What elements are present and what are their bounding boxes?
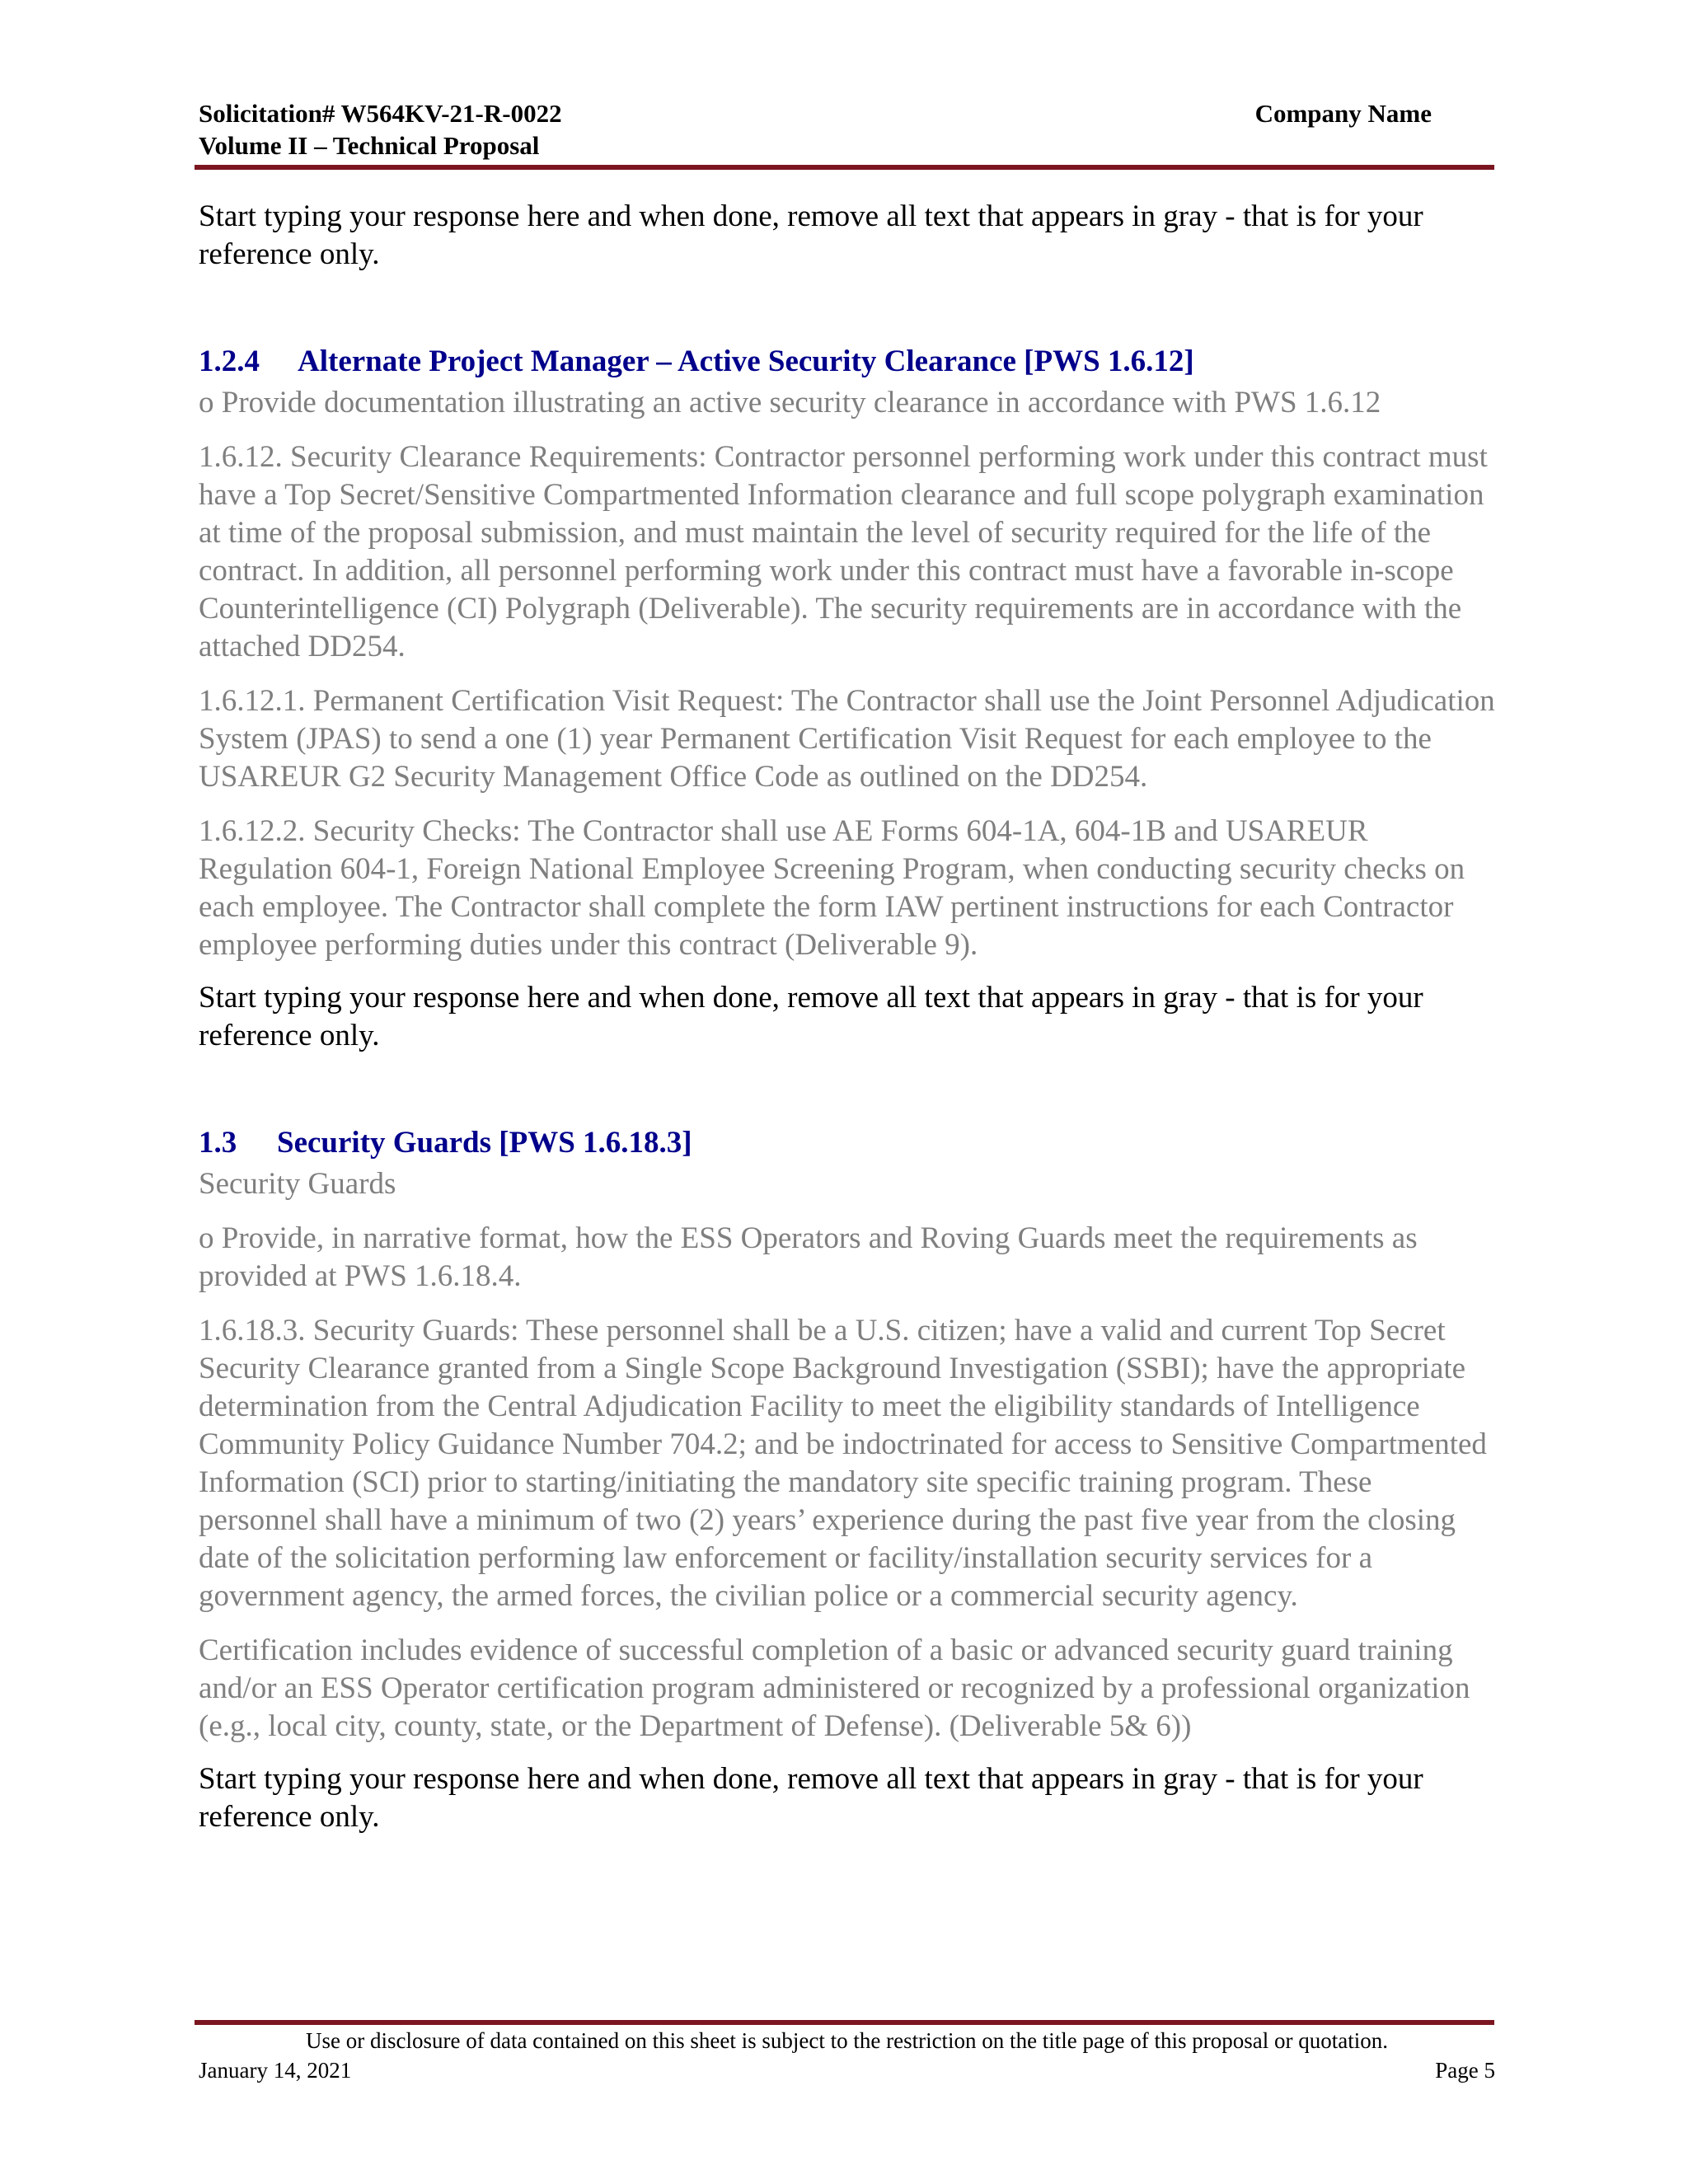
page-footer — [199, 2056, 1495, 2084]
reference-paragraph: o Provide, in narrative format, how the ESS Operators and Roving Guards meet the requirements as provided at PWS 1.6.18.4. — [199, 1221, 1418, 1293]
document-body — [199, 198, 1497, 1836]
reference-paragraph: 1.6.12.2. Security Checks: The Contractor shall use AE Forms 604-1A, 604-1B and USAREUR Regulation 604-1, Foreign National Employee Screening Program, when conducting security checks on each employee. The Contractor shall complete the form IAW pertinent instructions for each Contractor employee performing duties under this contract (Deliverable 9). — [199, 814, 1465, 962]
reference-paragraph: 1.6.12. Security Clearance Requirements: Contractor personnel performing work under this contract must have a Top Secret/Sensitive Compartmented Information clearance and full scope polygraph examination at time of the proposal submission, and must maintain the level of security required for the life of the contract. In addition, all personnel performing work under this contract must have a favorable in-scope Counterintelligence (CI) Polygraph (Deliverable). The security requirements are in accordance with the attached DD254. — [199, 440, 1488, 663]
page-number: Page 5 — [1435, 2058, 1495, 2083]
section-title: Security Guards [PWS 1.6.18.3] — [277, 1126, 692, 1160]
section-heading-1-2-4 — [199, 343, 1497, 381]
response-placeholder-3: Start typing your response here and when done, remove all text that appears in gray - that is for your reference only. — [199, 1762, 1423, 1834]
header-rule — [195, 165, 1494, 170]
reference-paragraph: 1.6.18.3. Security Guards: These personnel shall be a U.S. citizen; have a valid and current Top Secret Security Clearance granted from a Single Scope Background Investigation (SSBI); have the appropriate determination from the Central Adjudication Facility to meet the eligibility standards of Intelligence Community Policy Guidance Number 704.2; and be indoctrinated for access to Sensitive Compartmented Information (SCI) prior to starting/initiating the mandatory site specific training program. These personnel shall have a minimum of two (2) years’ experience during the past five year from the closing date of the solicitation performing law enforcement or facility/installation security services for a government agency, the armed forces, the civilian police or a commercial security agency. — [199, 1314, 1487, 1613]
disclosure-notice: Use or disclosure of data contained on this sheet is subject to the restriction on the title page of this proposal or quotation. — [306, 2028, 1388, 2053]
footer-rule — [195, 2020, 1494, 2025]
reference-paragraph: o Provide documentation illustrating an active security clearance in accordance with PWS 1.6.12 — [199, 386, 1381, 419]
solicitation-number: Solicitation# W564KV-21-R-0022 — [199, 99, 562, 128]
bullet-item: Security Guards — [199, 1167, 396, 1201]
company-name: Company Name — [1254, 99, 1432, 128]
section-number: 1.3 — [199, 1126, 237, 1160]
section-heading-1-3 — [199, 1124, 1497, 1162]
page-header — [199, 97, 1463, 162]
reference-paragraph: 1.6.12.1. Permanent Certification Visit Request: The Contractor shall use the Joint Personnel Adjudication System (JPAS) to send a one (1) year Permanent Certification Visit Request for each employee to the USAREUR G2 Security Management Office Code as outlined on the DD254. — [199, 684, 1495, 794]
footer-date: January 14, 2021 — [199, 2058, 352, 2083]
volume-title: Volume II – Technical Proposal — [199, 131, 540, 160]
section-number: 1.2.4 — [199, 344, 260, 378]
response-placeholder-1: Start typing your response here and when done, remove all text that appears in gray - that is for your reference only. — [199, 199, 1423, 271]
section-title: Alternate Project Manager – Active Security Clearance [PWS 1.6.12] — [298, 344, 1194, 378]
response-placeholder-2: Start typing your response here and when done, remove all text that appears in gray - that is for your reference only. — [199, 981, 1423, 1052]
reference-paragraph: Certification includes evidence of successful completion of a basic or advanced security guard training and/or an ESS Operator certification program administered or recognized by a professional organization (e.g., local city, county, state, or the Department of Defense). (Deliverable 5& 6)) — [199, 1633, 1470, 1743]
